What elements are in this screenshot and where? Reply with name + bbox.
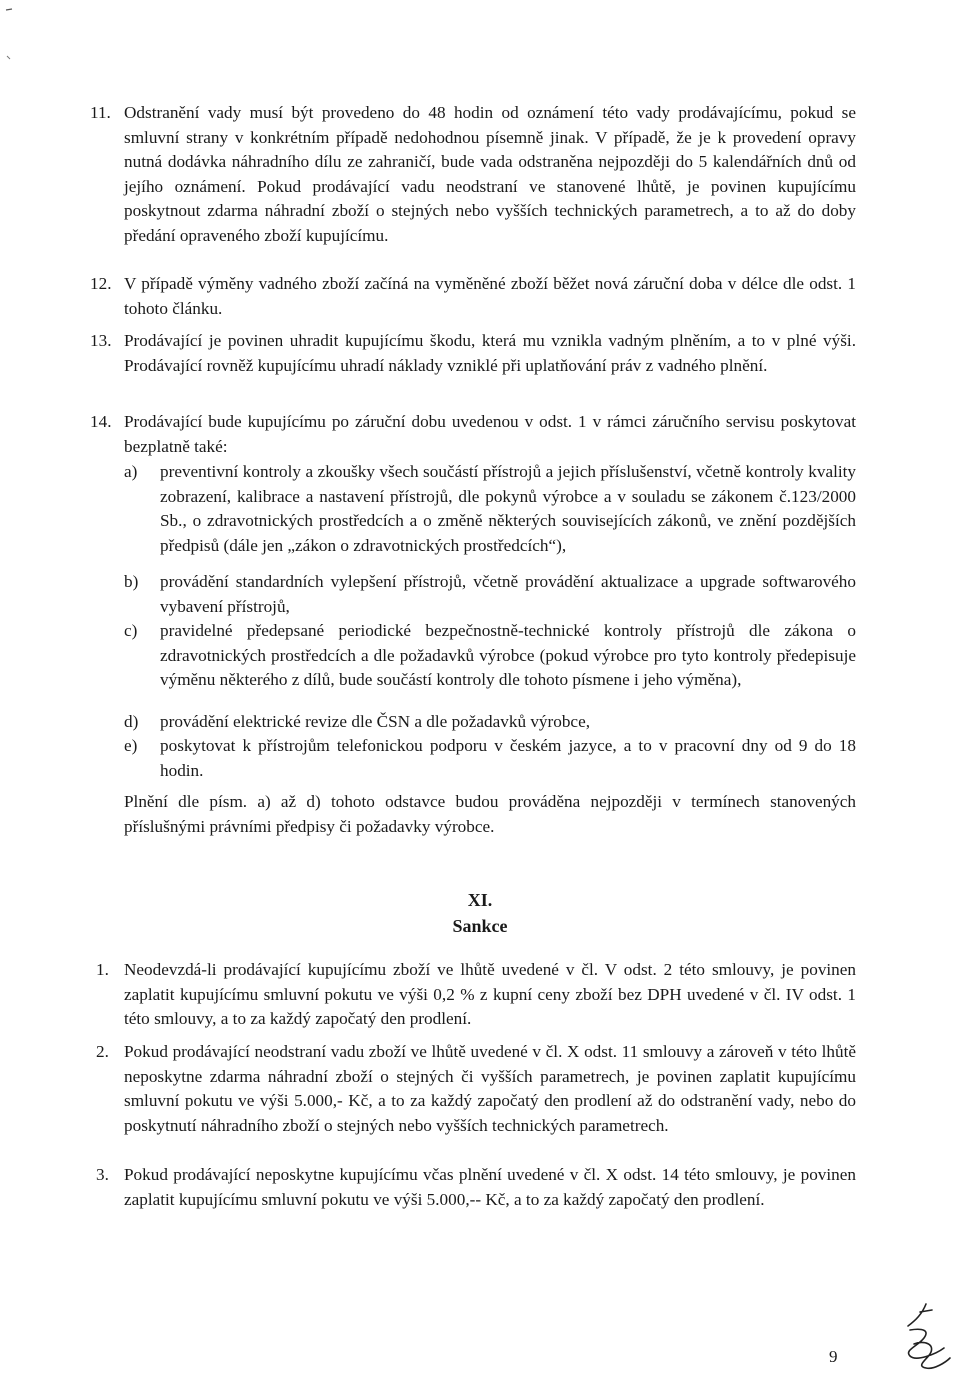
subitem-text: provádění standardních vylepšení přístrojů, včetně provádění aktualizace a upgrade softwarového vybavení přístrojů, <box>160 572 856 616</box>
item-text: Odstranění vady musí být provedeno do 48 hodin od oznámení této vady prodávajícímu, pokud se smluvní strany v konkrétním případě nedohodnou písemně jinak. V případě, že je k provedení opravy nutná dodávka náhradního dílu ze zahraničí, bude vada odstraněna nejpozději do 5 kalendářních dnů od jejího oznámení. Pokud prodávající vadu neodstraní ve stanovené lhůtě, je povinen kupujícímu poskytnout zdarma náhradní zboží o stejných nebo vyšších technických parametrech, a to až do doby předání opraveného zboží kupujícímu. <box>124 103 856 245</box>
subitem-text: preventivní kontroly a zkoušky všech součástí přístrojů a jejich příslušenství, včetně kontroly kvality zobrazení, kalibrace a nastavení přístrojů, dle pokynů výrobce a v souladu se zákonem č.123/2000 Sb., o zdravotnických prostředcích a o změně některých souvisejících zákonů, ve znění pozdějších předpisů (dále jen „zákon o zdravotnických prostředcích“), <box>160 462 856 555</box>
sanction-text: Neodevzdá-li prodávající kupujícímu zboží ve lhůtě uvedené v čl. V odst. 2 této smlouvy, je povinen zaplatit kupujícímu smluvní pokutu ve výši 0,2 % z kupní ceny zboží bez DPH uvedené v čl. IV odst. 1 této smlouvy, a to za každý započatý den prodlení. <box>124 960 856 1028</box>
sanction-text: Pokud prodávající neposkytne kupujícímu včas plnění uvedené v čl. X odst. 14 této smlouvy, je povinen zaplatit kupujícímu smluvní pokutu ve výši 5.000,-- Kč, a to za každý započatý den prodlení. <box>124 1165 856 1209</box>
item-text: Prodávající je povinen uhradit kupujícímu škodu, která mu vznikla vadným plněním, a to v plné výši. Prodávající rovněž kupujícímu uhradí náklady vzniklé při uplatňování práv z vadného plnění. <box>124 331 856 375</box>
subitem-label: d) <box>124 712 139 731</box>
scan-speck-marks <box>2 6 32 66</box>
sanction-text: Pokud prodávající neodstraní vadu zboží ve lhůtě uvedené v čl. X odst. 11 smlouvy a zároveň v této lhůtě neposkytne zdarma náhradní zboží o stejných či vyšších parametrech, je povinen zaplatit kupujícímu smluvní pokutu ve výši 5.000,- Kč, a to za každý započatý den prodlení až do odstranění vady, nebo do poskytnutí náhradního zboží o stejných nebo vyšších technických parametrech. <box>124 1042 856 1135</box>
item-number: 11. <box>90 103 111 122</box>
closing-paragraph: Plnění dle písm. a) až d) tohoto odstavce budou prováděna nejpozději v termínech stanovených příslušnými právními předpisy či požadavky výrobce. <box>124 792 856 836</box>
subitem-label: a) <box>124 462 138 481</box>
handwritten-initials <box>896 1300 954 1372</box>
subitem-label: e) <box>124 736 138 755</box>
item-text: Prodávající bude kupujícímu po záruční dobu uvedenou v odst. 1 v rámci záručního servisu poskytovat bezplatně také: <box>124 412 856 456</box>
subitem-label: c) <box>124 621 138 640</box>
sanction-number: 3. <box>96 1165 109 1184</box>
item-number: 13. <box>90 331 112 350</box>
item-text: V případě výměny vadného zboží začíná na vyměněné zboží běžet nová záruční doba v délce dle odst. 1 tohoto článku. <box>124 274 856 318</box>
subitem-label: b) <box>124 572 139 591</box>
item-number: 12. <box>90 274 112 293</box>
section-title: Sankce <box>452 916 508 936</box>
sanction-number: 1. <box>96 960 109 979</box>
item-number: 14. <box>90 412 112 431</box>
subitem-text: provádění elektrické revize dle ČSN a dle požadavků výrobce, <box>160 712 590 731</box>
subitem-text: poskytovat k přístrojům telefonickou podporu v českém jazyce, a to v pracovní dny od 9 do 18 hodin. <box>160 736 856 780</box>
section-number: XI. <box>467 890 493 910</box>
page-number: 9 <box>829 1347 838 1366</box>
sanction-number: 2. <box>96 1042 109 1061</box>
subitem-text: pravidelné předepsané periodické bezpečnostně-technické kontroly přístrojů dle zákona o zdravotnických prostředcích a dle požadavků výrobce (pokud výrobce pro tyto kontroly předepisuje výměnu některého z dílů, bude součástí kontroly dle tohoto písmene i jeho výměna), <box>160 621 856 689</box>
